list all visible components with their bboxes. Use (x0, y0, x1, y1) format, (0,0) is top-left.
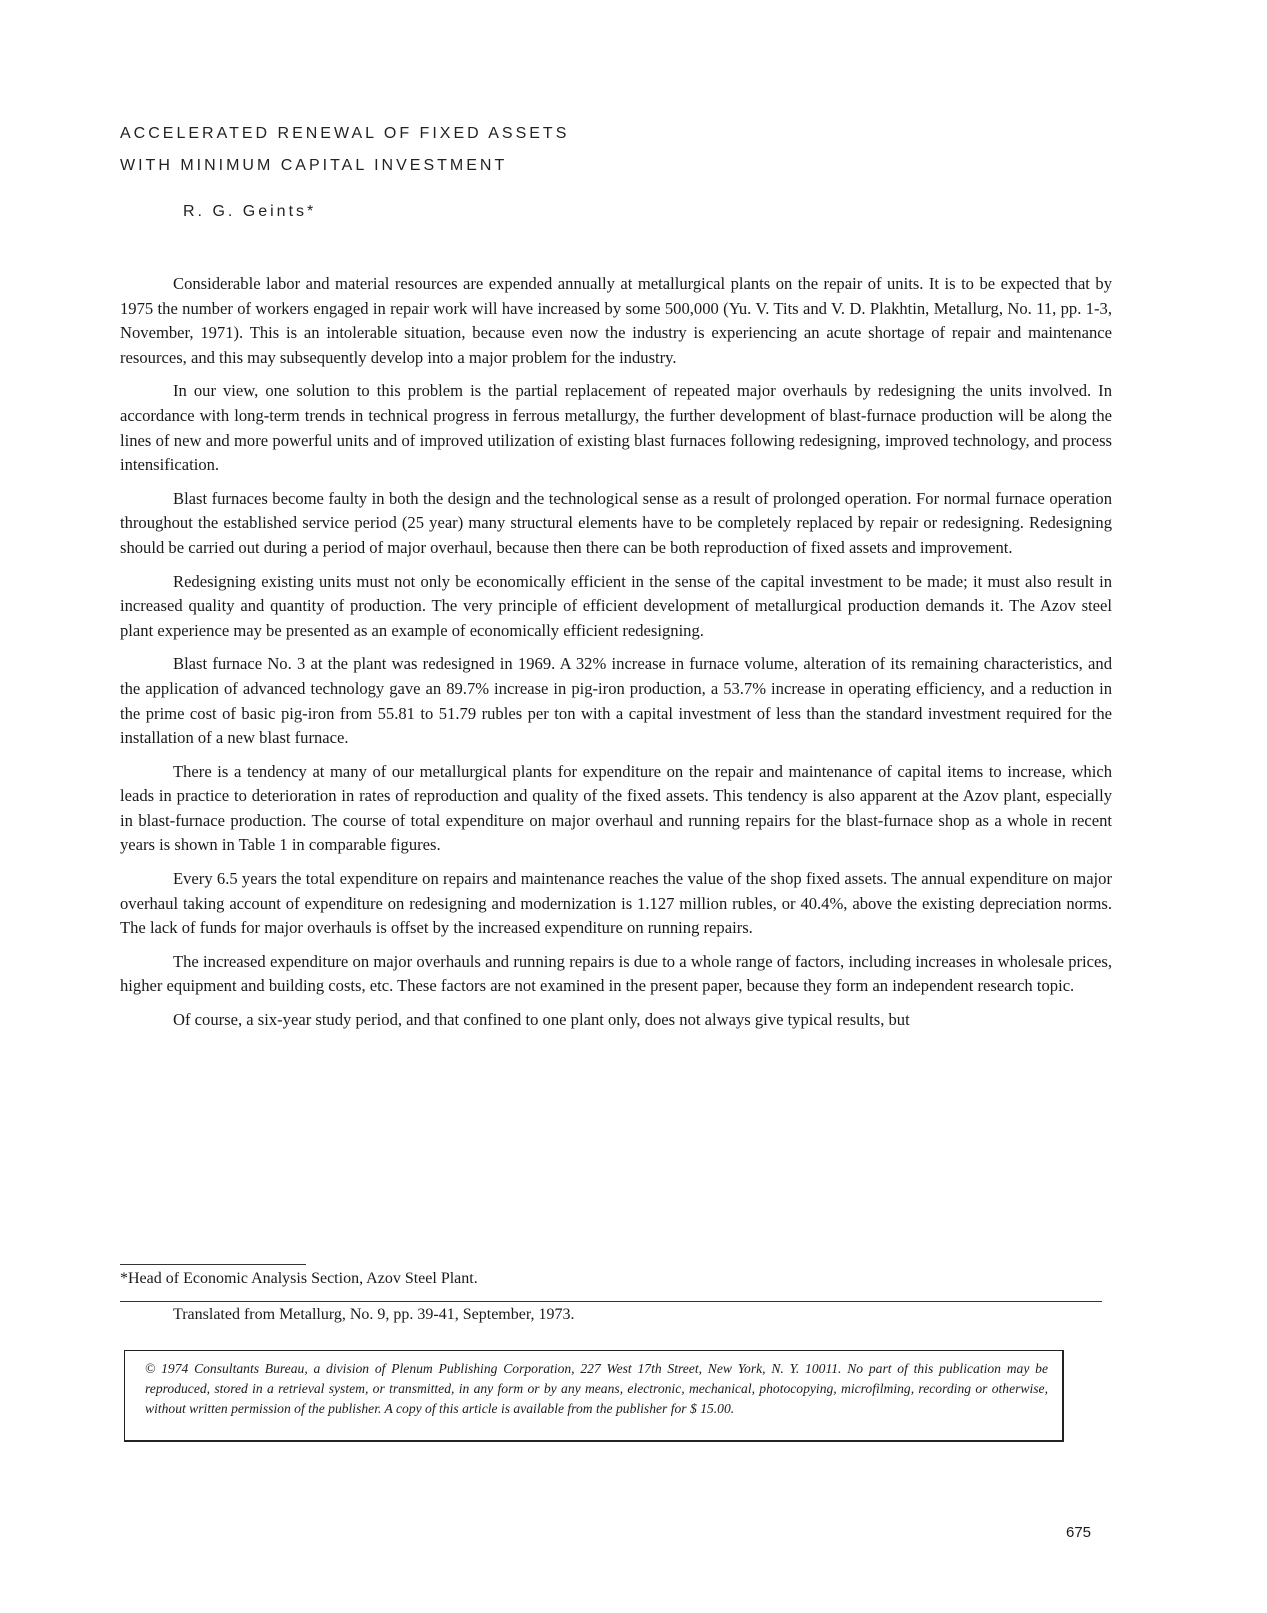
paragraph-1: Considerable labor and material resources are expended annually at metallurgical plants on the repair of units. It is to be expected that by 1975 the number of workers engaged in repair work will have increased by some 500,000 (Yu. V. Tits and V. D. Plakhtin, Metallurg, No. 11, pp. 1-3, November, 1971). This is an intolerable situation, because even now the industry is experiencing an acute shortage of repair and maintenance resources, and this may subsequently develop into a major problem for the industry. (120, 274, 1112, 367)
translation-source: Translated from Metallurg, No. 9, pp. 39-41, September, 1973. (173, 1306, 575, 1323)
author-footnote: *Head of Economic Analysis Section, Azov Steel Plant. (120, 1270, 478, 1287)
title-line-2: WITH MINIMUM CAPITAL INVESTMENT (120, 157, 508, 174)
paragraph-7: Every 6.5 years the total expenditure on repairs and maintenance reaches the value of the shop fixed assets. The annual expenditure on major overhaul taking account of expenditure on redesigning and modernization is 1.127 million rubles, or 40.4%, above the existing depreciation norms. The lack of funds for major overhauls is offset by the increased expenditure on running repairs. (120, 869, 1112, 938)
paragraph-3: Blast furnaces become faulty in both the design and the technological sense as a result of prolonged operation. For normal furnace operation throughout the established service period (25 year) many structural elements have to be completely replaced by repair or redesigning. Redesigning should be carried out during a period of major overhaul, because then there can be both reproduction of fixed assets and improvement. (120, 488, 1112, 557)
paragraph-2: In our view, one solution to this problem is the partial replacement of repeated major overhauls by redesigning the units involved. In accordance with long-term trends in technical progress in ferrous metallurgy, the further development of blast-furnace production will be along the lines of new and more powerful units and of improved utilization of existing blast furnaces following redesigning, improved technology, and process intensification. (120, 381, 1112, 475)
paragraph-9: Of course, a six-year study period, and that confined to one plant only, does not always give typical results, but (173, 1010, 910, 1030)
translation-divider (120, 1301, 1102, 1302)
copyright-notice: © 1974 Consultants Bureau, a division of Plenum Publishing Corporation, 227 West 17th Street, New York, N. Y. 10011. No part of this publication may be reproduced, stored in a retrieval system, or transmitted, in any form or by any means, electronic, mechanical, photocopying, microfilming, recording or otherwise, without written permission of the publisher. A copy of this article is available from the publisher for $ 15.00. (124, 1350, 1064, 1442)
paragraph-8: The increased expenditure on major overhauls and running repairs is due to a whole range of factors, including increases in wholesale prices, higher equipment and building costs, etc. These factors are not examined in the present paper, because they form an independent research topic. (120, 951, 1112, 996)
footnote-divider (120, 1264, 306, 1265)
paragraph-4: Redesigning existing units must not only be economically efficient in the sense of the capital investment to be made; it must also result in increased quality and quantity of production. The very principle of efficient development of metallurgical production demands it. The Azov steel plant experience may be presented as an example of economically efficient redesigning. (120, 571, 1112, 640)
page-number: 675 (1066, 1524, 1092, 1541)
article-body (120, 272, 1112, 1042)
author-name: R. G. Geints* (183, 203, 317, 220)
paragraph-6: There is a tendency at many of our metallurgical plants for expenditure on the repair and maintenance of capital items to increase, which leads in practice to deterioration in rates of reproduction and quality of the fixed assets. This tendency is also apparent at the Azov plant, especially in blast-furnace production. The course of total expenditure on major overhaul and running repairs for the blast-furnace shop as a whole in recent years is shown in Table 1 in comparable figures. (120, 761, 1112, 855)
title-line-1: ACCELERATED RENEWAL OF FIXED ASSETS (120, 125, 570, 142)
paragraph-5: Blast furnace No. 3 at the plant was redesigned in 1969. A 32% increase in furnace volume, alteration of its remaining characteristics, and the application of advanced technology gave an 89.7% increase in pig-iron production, a 53.7% increase in operating efficiency, and a reduction in the prime cost of basic pig-iron from 55.81 to 51.79 rubles per ton with a capital investment of less than the standard investment required for the installation of a new blast furnace. (120, 654, 1112, 748)
article-title (120, 118, 569, 182)
